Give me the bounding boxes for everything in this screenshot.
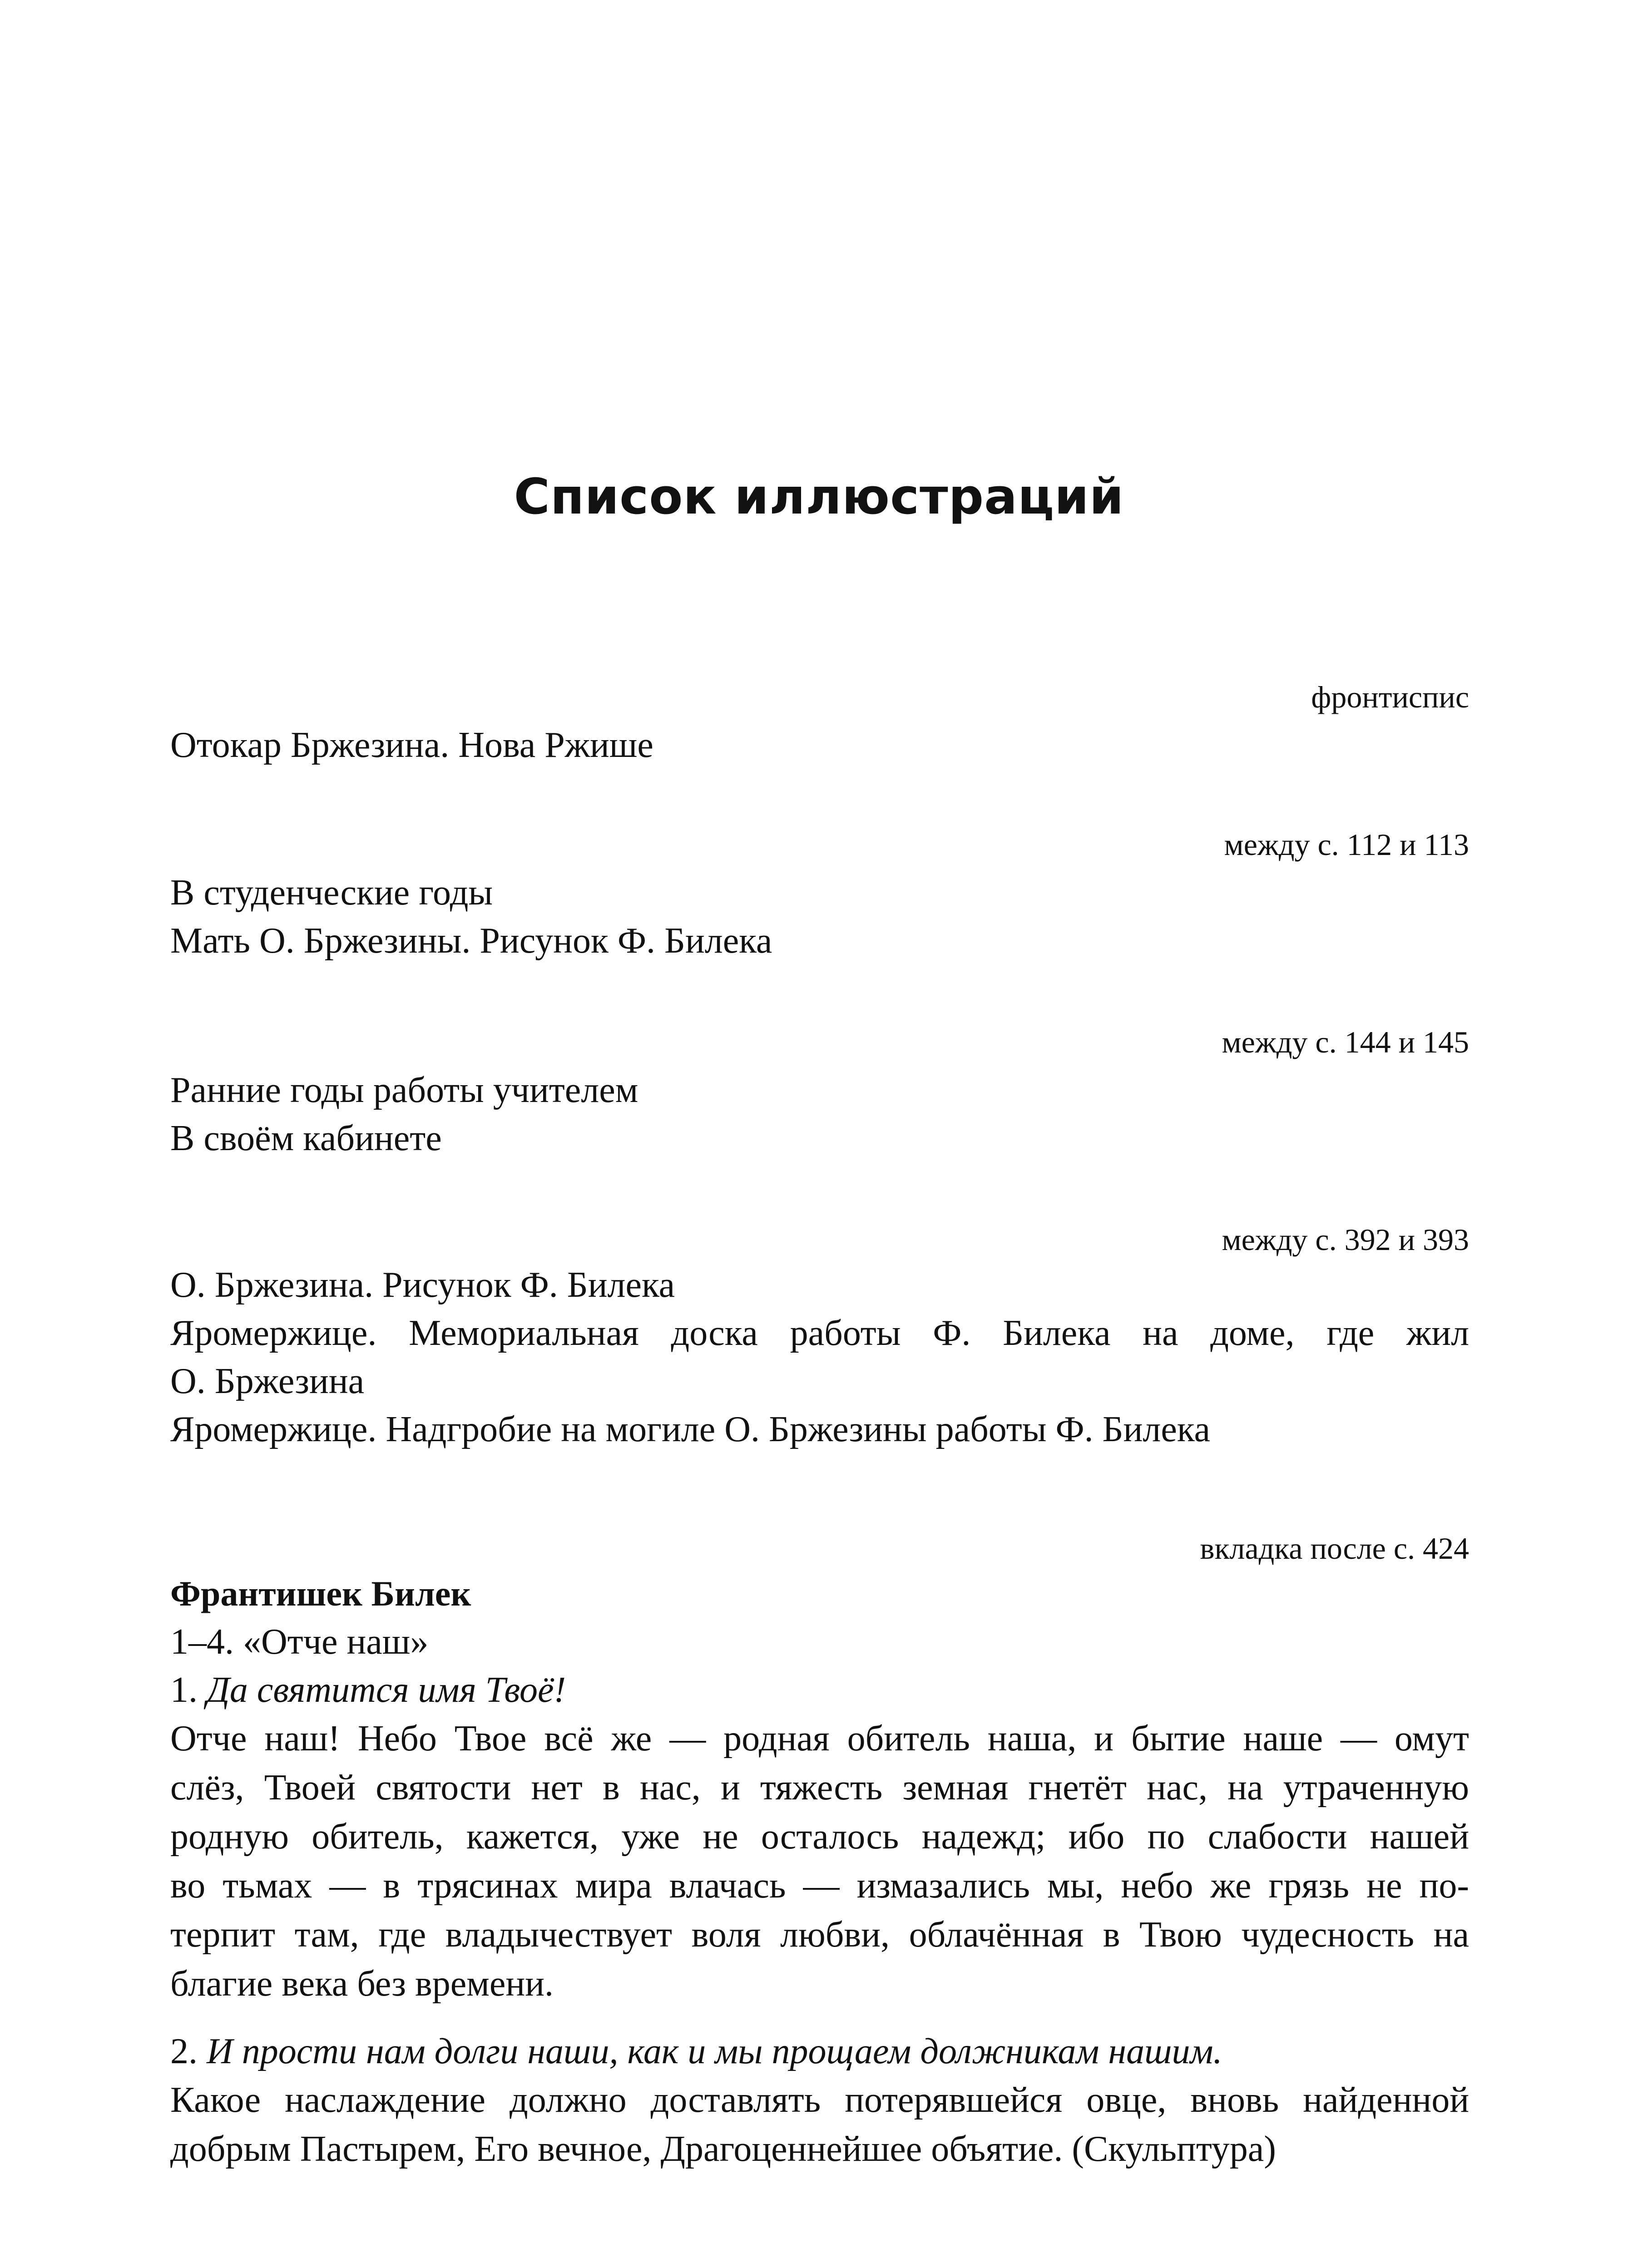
entry-number: 2. (170, 2031, 198, 2071)
illustration-section-144-145 (170, 1022, 1469, 1162)
page-reference: фронтиспис (1311, 680, 1469, 714)
entry-description (170, 2075, 1469, 2174)
illustration-caption: Отокар Бржезина. Нова Ржише (170, 725, 653, 765)
description-line: родную обитель, кажется, уже не осталось надежд; ибо по слабости нашей (170, 1817, 1469, 1857)
entry-title: Да святится имя Твоё! (207, 1670, 566, 1710)
page-reference: вкладка после с. 424 (1200, 1531, 1469, 1566)
entry-number: 1. (170, 1670, 198, 1710)
illustration-section-112-113 (170, 824, 1469, 965)
illustration-caption: В своём кабинете (170, 1118, 442, 1158)
description-line: слёз, Твоей святости нет в нас, и тяжесть земная гнетёт нас, на утраченную (170, 1768, 1469, 1808)
page-reference: между с. 392 и 393 (1222, 1222, 1469, 1257)
artist-group-title: Франтишек Билек (170, 1574, 471, 1613)
description-line: во тьмах — в трясинах мира влачась — измазались мы, небо же грязь не по- (170, 1866, 1469, 1906)
description-line: благие века без времени. (170, 1964, 554, 2004)
illustration-section-392-393 (170, 1219, 1469, 1453)
illustration-caption: Ранние годы работы учителем (170, 1070, 638, 1110)
page-title: Список иллюстраций (514, 469, 1124, 525)
illustration-caption: В студенческие годы (170, 873, 493, 913)
description-line: добрым Пастырем, Его вечное, Драгоценнейшее объятие. (Скульптура) (170, 2129, 1276, 2169)
description-line: Какое наслаждение должно доставлять потерявшейся овце, вновь найденной (170, 2080, 1469, 2120)
illustration-section-frontispiece (170, 677, 1469, 769)
illustration-caption-continued: О. Бржезина (170, 1361, 365, 1401)
illustration-caption: Мать О. Бржезины. Рисунок Ф. Билека (170, 921, 772, 961)
illustration-caption: О. Бржезина. Рисунок Ф. Билека (170, 1265, 675, 1305)
description-line: терпит там, где владычествует воля любви, облачённая в Твою чудесность на (170, 1915, 1469, 1955)
illustration-caption: Яромержице. Мемориальная доска работы Ф. Билека на доме, где жил (170, 1313, 1469, 1353)
entry-title: И прости нам долги наши, как и мы прощаем должникам нашим. (207, 2031, 1222, 2071)
illustration-section-insert-424 (170, 1528, 1469, 2174)
page-reference: между с. 144 и 145 (1222, 1025, 1469, 1059)
page-reference: между с. 112 и 113 (1224, 827, 1469, 862)
description-line: Отче наш! Небо Твое всё же — родная обитель наша, и бытие наше — омут (170, 1719, 1469, 1759)
entry-heading (170, 1666, 1469, 1714)
entry-heading (170, 2027, 1469, 2075)
illustration-caption: Яромержице. Надгробие на могиле О. Бржезины работы Ф. Билека (170, 1409, 1210, 1449)
entry-description (170, 1714, 1469, 2008)
series-label: 1–4. «Отче наш» (170, 1622, 429, 1662)
